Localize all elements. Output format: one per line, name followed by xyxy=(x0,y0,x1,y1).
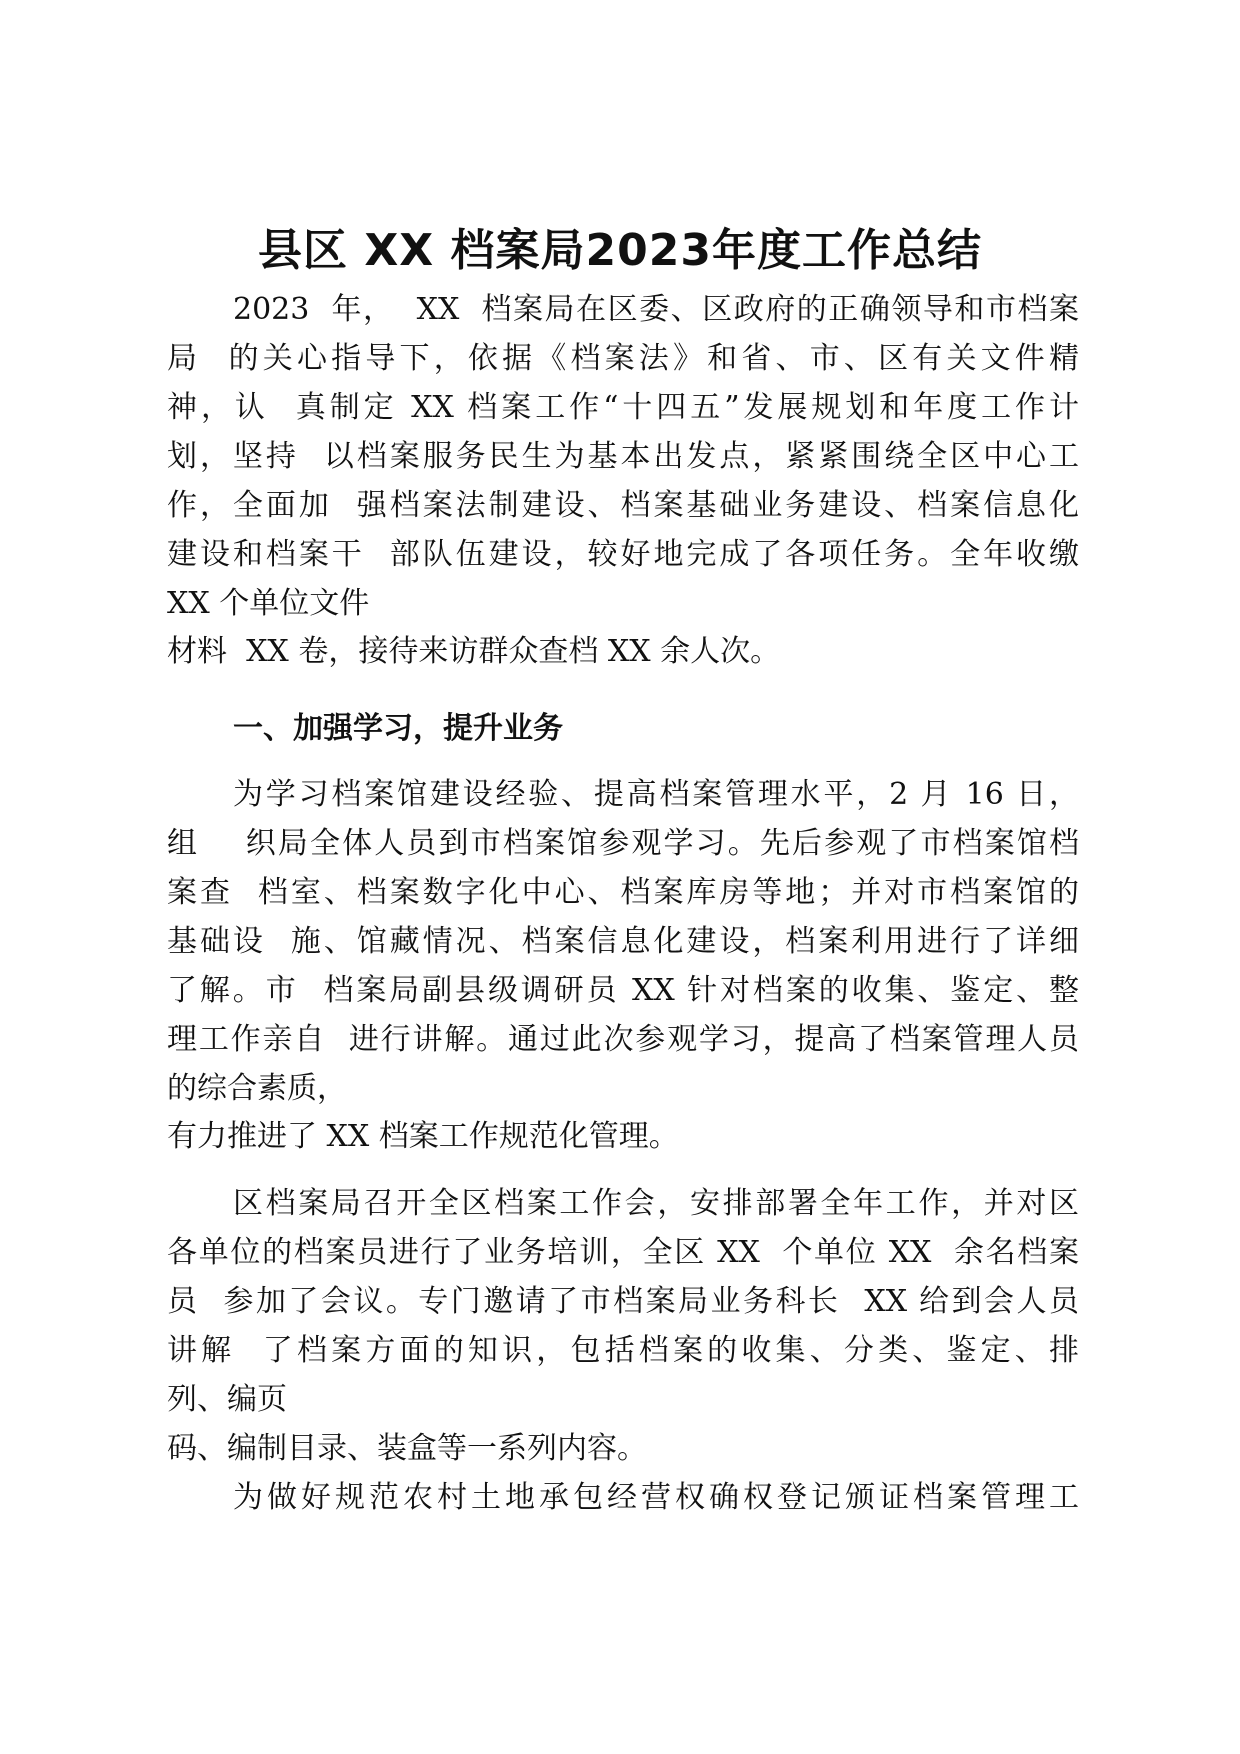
paragraph-line: 组 织局全体人员到市档案馆参观学习。先后参观了市档案馆档 xyxy=(167,826,1079,861)
paragraph-line: 了解。市 档案局副县级调研员 XX 针对档案的收集、鉴定、整 xyxy=(167,973,1079,1008)
paragraph-line: 基础设 施、馆藏情况、档案信息化建设，档案利用进行了详细 xyxy=(167,924,1079,959)
paragraph-line: 为学习档案馆建设经验、提高档案管理水平，2 月 16 日， xyxy=(233,777,1079,812)
intro-line: XX 个单位文件 xyxy=(167,586,370,621)
paragraph-line: 码、编制目录、装盒等一系列内容。 xyxy=(167,1431,647,1466)
paragraph-line: 有力推进了 XX 档案工作规范化管理。 xyxy=(167,1119,679,1154)
intro-line: 建设和档案干 部队伍建设，较好地完成了各项任务。全年收缴 xyxy=(167,537,1079,572)
paragraph-line: 案查 档室、档案数字化中心、档案库房等地；并对市档案馆的 xyxy=(167,875,1079,910)
paragraph-line: 为做好规范农村土地承包经营权确权登记颁证档案管理工 xyxy=(233,1480,1079,1515)
intro-line: 划，坚持 以档案服务民生为基本出发点，紧紧围绕全区中心工 xyxy=(167,439,1079,474)
paragraph-line: 员 参加了会议。专门邀请了市档案局业务科长 XX 给到会人员 xyxy=(167,1284,1079,1319)
paragraph-line: 区档案局召开全区档案工作会，安排部署全年工作，并对区 xyxy=(233,1186,1079,1221)
section-heading: 一、加强学习，提升业务 xyxy=(233,711,563,746)
intro-line: 材料 XX 卷，接待来访群众查档 XX 余人次。 xyxy=(167,634,781,669)
intro-line: 作，全面加 强档案法制建设、档案基础业务建设、档案信息化 xyxy=(167,488,1079,523)
document-title: 县区 XX 档案局2023年度工作总结 xyxy=(258,225,982,276)
intro-line: 2023 年， XX 档案局在区委、区政府的正确领导和市档案 xyxy=(233,292,1079,327)
paragraph-line: 理工作亲自 进行讲解。通过此次参观学习，提高了档案管理人员 xyxy=(167,1022,1079,1057)
paragraph-line: 列、编页 xyxy=(167,1382,287,1417)
intro-line: 局 的关心指导下，依据《档案法》和省、市、区有关文件精 xyxy=(167,341,1079,376)
paragraph-line: 的综合素质， xyxy=(167,1071,347,1106)
paragraph-line: 讲解 了档案方面的知识，包括档案的收集、分类、鉴定、排 xyxy=(167,1333,1079,1368)
paragraph-line: 各单位的档案员进行了业务培训，全区 XX 个单位 XX 余名档案 xyxy=(167,1235,1079,1270)
intro-line: 神，认 真制定 XX 档案工作“十四五”发展规划和年度工作计 xyxy=(167,390,1079,425)
